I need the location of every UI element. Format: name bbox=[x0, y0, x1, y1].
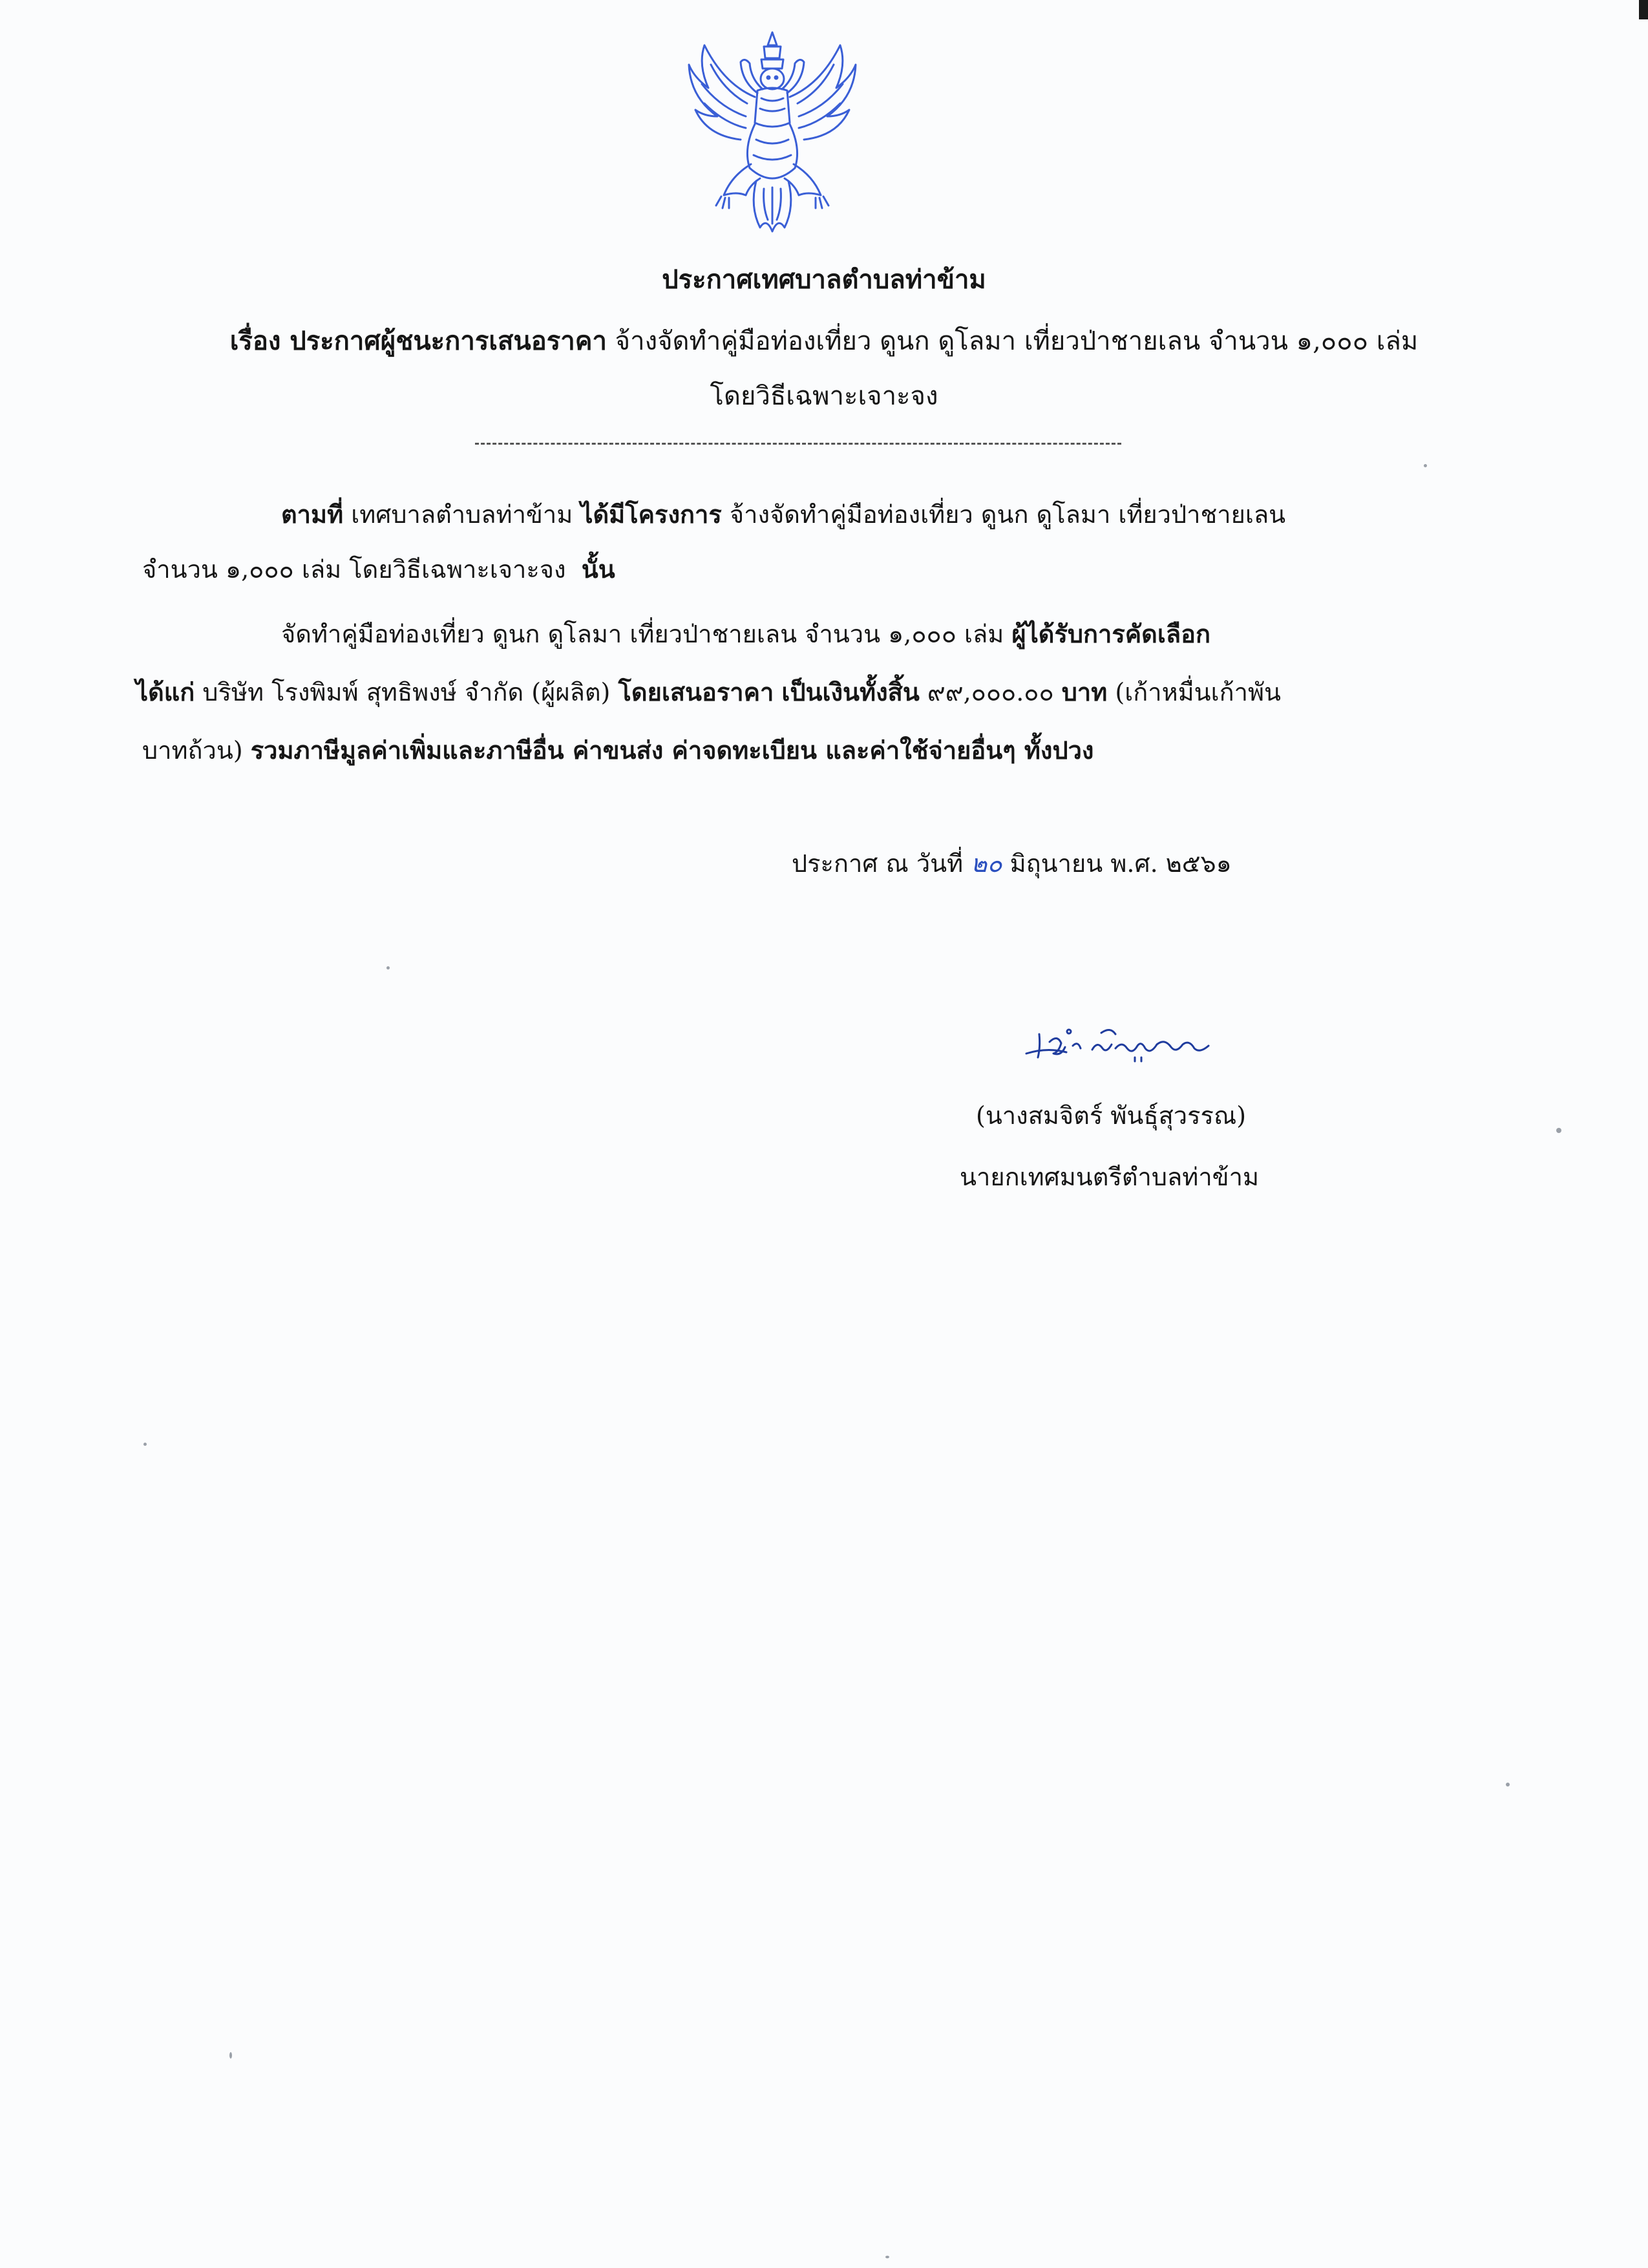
scan-speck bbox=[386, 966, 390, 970]
p2-baht: บาท bbox=[1061, 677, 1108, 706]
subject-method: โดยวิธีเฉพาะเจาะจง bbox=[710, 381, 938, 411]
paragraph-2-line-2 bbox=[136, 672, 1281, 712]
announcement-subject bbox=[149, 320, 1499, 361]
p2-total: เป็นเงินทั้งสิ้น bbox=[781, 677, 920, 706]
scan-speck bbox=[1506, 1783, 1510, 1786]
scan-speck bbox=[1556, 1128, 1561, 1133]
date-month-year: มิถุนายน พ.ศ. ๒๕๖๑ bbox=[1009, 849, 1232, 878]
p1-line2: จำนวน ๑,๐๐๐ เล่ม โดยวิธีเฉพาะเจาะจง bbox=[142, 555, 566, 584]
paragraph-2-line-3 bbox=[142, 730, 1093, 770]
p1-org: เทศบาลตำบลท่าข้าม bbox=[351, 500, 573, 529]
scan-speck bbox=[229, 2052, 232, 2059]
scan-speck bbox=[1424, 464, 1427, 467]
divider bbox=[475, 443, 1121, 445]
p2-text: จัดทำคู่มือท่องเที่ยว ดูนก ดูโลมา เที่ยวป่าชายเลน จำนวน ๑,๐๐๐ เล่ม bbox=[281, 620, 1004, 648]
date-prefix: ประกาศ ณ วันที่ bbox=[792, 849, 964, 878]
signatory-name: (นางสมจิตร์ พันธุ์สุวรรณ) bbox=[976, 1101, 1247, 1130]
p2-l3-words: บาทถ้วน) bbox=[142, 736, 243, 765]
p1-lead: ตามที่ bbox=[281, 500, 344, 529]
date-day: ๒๐ bbox=[971, 849, 1002, 878]
p2-l3-text: รวมภาษีมูลค่าเพิ่มและภาษีอื่น ค่าขนส่ง ค่าจดทะเบียน และค่าใช้จ่ายอื่นๆ ทั้งปวง bbox=[250, 736, 1094, 765]
p2-company: บริษัท โรงพิมพ์ สุทธิพงษ์ จำกัด (ผู้ผลิต) bbox=[202, 678, 611, 706]
subject-text: จ้างจัดทำคู่มือท่องเที่ยว ดูนก ดูโลมา เที่ยวป่าชายเลน จำนวน ๑,๐๐๐ เล่ม bbox=[615, 326, 1419, 356]
p2-offer: โดยเสนอราคา bbox=[618, 677, 774, 706]
signatory-position: นายกเทศมนตรีตำบลท่าข้าม bbox=[960, 1163, 1260, 1191]
announcement-issuer: ประกาศเทศบาลตำบลท่าข้าม bbox=[662, 264, 986, 295]
scan-speck bbox=[143, 1443, 147, 1446]
p1-end: นั้น bbox=[581, 555, 615, 584]
scan-speck bbox=[885, 2256, 889, 2258]
paragraph-2-line-1 bbox=[281, 614, 1210, 653]
p1-mid: ได้มีโครงการ bbox=[580, 500, 722, 529]
p2-words: (เก้าหมื่นเก้าพัน bbox=[1115, 678, 1281, 706]
scan-edge bbox=[1639, 0, 1648, 19]
p2-l2-lead: ได้แก่ bbox=[136, 677, 195, 706]
p2-amount: ๙๙,๐๐๐.๐๐ bbox=[927, 678, 1054, 706]
subject-prefix: เรื่อง ประกาศผู้ชนะการเสนอราคา bbox=[229, 326, 607, 356]
announcement-date bbox=[792, 843, 1232, 883]
paragraph-1-line-1 bbox=[281, 494, 1285, 534]
garuda-emblem-icon bbox=[679, 26, 866, 246]
handwritten-signature bbox=[1021, 1015, 1234, 1073]
p2-selected: ผู้ได้รับการคัดเลือก bbox=[1011, 619, 1210, 648]
paragraph-1-line-2 bbox=[142, 549, 615, 589]
p1-text: จ้างจัดทำคู่มือท่องเที่ยว ดูนก ดูโลมา เที่ยวป่าชายเลน bbox=[729, 500, 1286, 529]
